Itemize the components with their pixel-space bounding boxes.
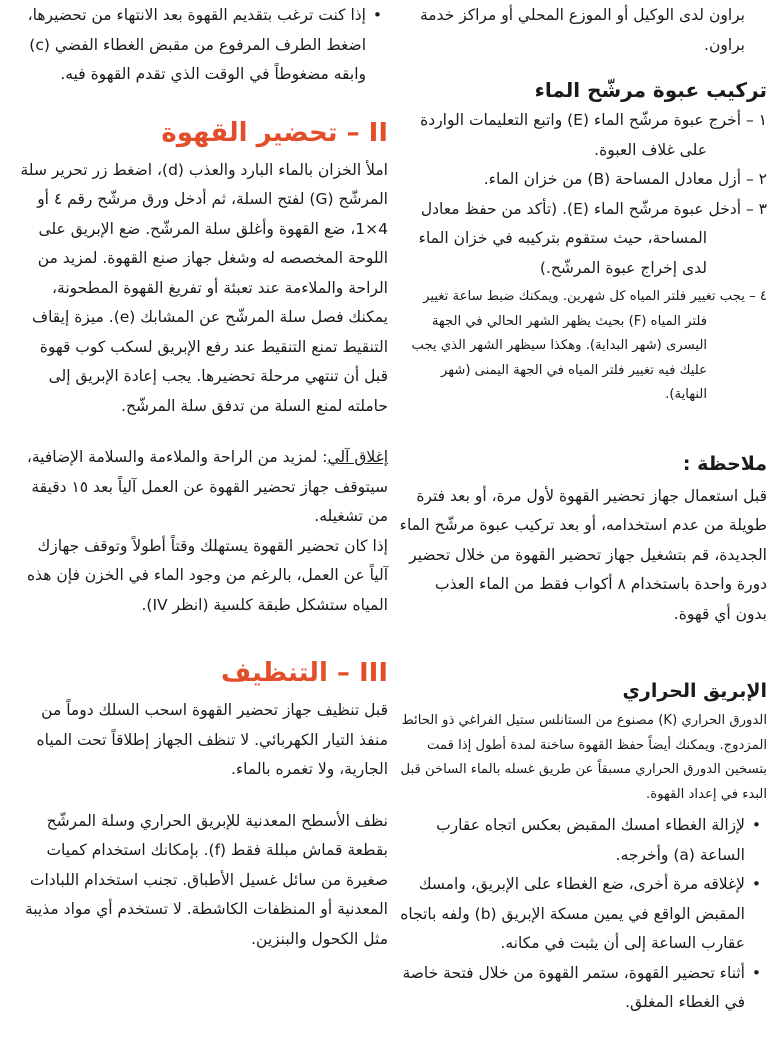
note-text: قبل استعمال جهاز تحضير القهوة لأول مرة، أو بعد فترة طويلة من عدم استخدامه، أو بعد تركيب عبوة مرشّح الماء الجديدة، قم بتشغيل جهاز تحضير القهوة من خلال تحضير دورة واحدة باستخدام ٨ أكواب فقط من الماء العذب بدون أي قهوة. bbox=[399, 486, 767, 623]
filter-steps bbox=[399, 106, 767, 408]
filter-step: ٢ – أزل معادل المساحة (B) من خزان الماء. bbox=[483, 170, 767, 188]
note-heading: ملاحظة : bbox=[682, 452, 767, 475]
serve-bullet-list bbox=[18, 1, 388, 90]
thermal-bullet: • لإغلاقه مرة أخرى، ضع الغطاء على الإبريق، وامسك المقبض الواقع في يمين مسكة الإبريق (b) ولفه باتجاه عقارب الساعة إلى أن يثبت في مكانه. bbox=[399, 870, 767, 959]
clean-heading: III – التنظيف bbox=[221, 658, 388, 688]
right-column bbox=[399, 0, 767, 1018]
auto-off-text: : لمزيد من الراحة والملاءمة والسلامة الإضافية، سيتوقف جهاز تحضير القهوة عن العمل آلياً بعد ١٥ دقيقة من تشغيله. bbox=[26, 448, 388, 525]
scale-text: إذا كان تحضير القهوة يستهلك وقتاً أطولاً وتوقف جهازك آلياً عن العمل، بالرغم من وجود الماء في الخزن فإن هذه المياه ستشكل طبقة كلسية (انظر IV). bbox=[26, 536, 388, 614]
filter-step: ٤ – يجب تغيير فلتر المياه كل شهرين. ويمكنك ضبط ساعة تغيير فلتر المياه (F) بحيث يظهر الشهر الحالي في الجهة اليسرى (شهر البداية). وهكذا سيظهر الشهر الذي يجب عليك فيه تغيير فلتر المياه في الجهة اليمنى (شهر النهاية). bbox=[411, 289, 767, 402]
thermal-bullets bbox=[399, 811, 767, 1018]
thermal-bullet: • أثناء تحضير القهوة، ستمر القهوة من خلال فتحة خاصة في الغطاء المغلق. bbox=[399, 959, 767, 1018]
brew-heading: II – تحضير القهوة bbox=[161, 117, 388, 148]
filter-heading: تركيب عبوة مرشّح الماء bbox=[534, 78, 767, 102]
serve-bullet: • إذا كنت ترغب بتقديم القهوة بعد الانتهاء من تحضيرها، اضغط الطرف المرفوع من مقبض الغطاء الفضي (c) وابقه مضغوطاً في الوقت الذي تقدم القهوة فيه. bbox=[18, 1, 388, 90]
left-column bbox=[18, 0, 388, 954]
intro-text: براون لدى الوكيل أو الموزع المحلي أو مراكز خدمة براون. bbox=[419, 6, 745, 54]
brew-text: املأ الخزان بالماء البارد والعذب (d)، اضغط زر تحرير سلة المرشّح (G) لفتح السلة، ثم أدخل ورق مرشّح رقم ٤ أو 4×1، ضع القهوة وأغلق سلة المرشّح. ضع الإبريق على اللوحة المخصصه له وشغل جهاز صنع القهوة. لمزيد من الراحة والملاءمة عند تعبئة أو تفريغ القهوة المطحونة، يمكنك فصل سلة المرشّح عن المشابك (e). ميزة إيقاف التنقيط تمنع التنقيط عند رفع الإبريق لسكب كوب قهوة قبل أن تنتهي مرحلة تحضيرها. يجب إعادة الإبريق إلى حاملته لمنع السلة من تدفق سلة المرشّح. bbox=[20, 160, 388, 415]
auto-off-paragraph bbox=[18, 443, 388, 532]
clean-text-1: قبل تنظيف جهاز تحضير القهوة اسحب السلك دوماً من منفذ التيار الكهربائي. لا تنظف الجهاز إطلاقاً تحت المياه الجارية، ولا تغمره بالماء. bbox=[36, 701, 388, 778]
thermal-bullet: • لإزالة الغطاء امسك المقبض بعكس اتجاه عقارب الساعة (a) وأخرجه. bbox=[399, 811, 767, 870]
auto-off-label: إغلاق آلي bbox=[327, 448, 388, 466]
clean-text-2: نظف الأسطح المعدنية للإبريق الحراري وسلة المرشّح بقطعة قماش مبللة فقط (f). بإمكانك استخدام كميات صغيرة من سائل غسيل الأطباق. تجنب استخدام اللبادات المعدنية أو المنظفات الكاشطة. لا تستخدم أي مواد مذيبة مثل الكحول والبنزين. bbox=[25, 811, 388, 948]
filter-step: ١ – أخرج عبوة مرشّح الماء (E) واتبع التعليمات الواردة على غلاف العبوة. bbox=[420, 111, 767, 159]
filter-step: ٣ – أدخل عبوة مرشّح الماء (E). (تأكد من حفظ معادل المساحة، حيث ستقوم بتركيبه في خزان الماء لدى إخراج عبوة المرشّح.) bbox=[418, 199, 767, 277]
thermal-heading: الإبريق الحراري bbox=[622, 680, 767, 702]
thermal-text: الدورق الحراري (K) مصنوع من الستانلس ستيل الفراغي ذو الحائط المزدوج. ويمكنك أيضاً حفظ القهوة ساخنة لمدة أطول إذا قمت بتسخين الدورق الحراري مسبقاً عن طريق غسله بالماء الساخن قبل البدء في إعداد القهوة. bbox=[400, 713, 767, 802]
